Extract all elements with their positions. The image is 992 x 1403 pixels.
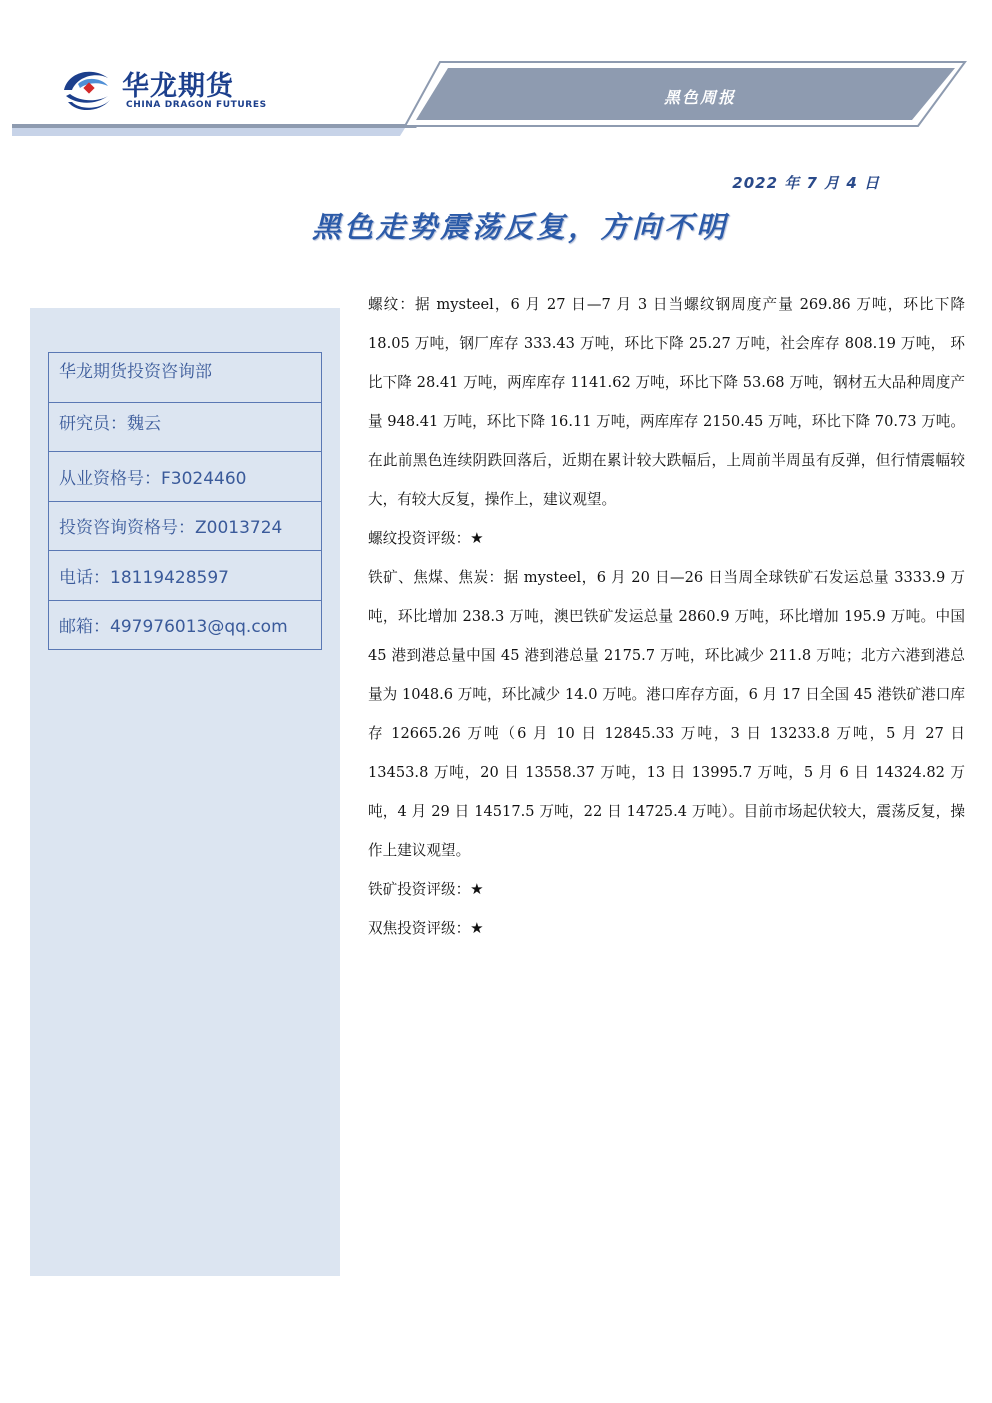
analyst-info-box <box>48 352 322 650</box>
star-icon: ★ <box>470 880 484 898</box>
consult-qualification-label: 投资咨询资格号：Z0013724 <box>59 518 283 539</box>
brand-name-cn: 华龙期货 <box>122 71 234 102</box>
company-logo <box>58 60 267 118</box>
main-content <box>368 285 965 948</box>
department-label: 华龙期货投资咨询部 <box>59 362 212 382</box>
ore-paragraph: 铁矿、焦煤、焦炭：据 mysteel，6 月 20 日—26 日当周全球铁矿石发运总量 3333.9 万吨，环比增加 238.3 万吨，澳巴铁矿发运总量 2860.9 万吨，环比增加 195.9 万吨。中国 45 港到港总量中国 45 港到港总量 2175.7 万吨，环比减少 211.8 万吨；北方六港到港总量为 1048.6 万吨，环比减少 14.0 万吨。港口库存方面，6 月 17 日全国 45 港铁矿港口库存 12665.26 万吨（6 月 10 日 12845.33 万吨，3 日 13233.8 万吨，5 月 27 日 13453.8 万吨，20 日 13558.37 万吨，13 日 13995.7 万吨，5 月 6 日 14324.82 万吨，4 月 29 日 14517.5 万吨，22 日 14725.4 万吨）。目前市场起伏较大，震荡反复，操作上建议观望。 <box>368 569 965 859</box>
ore-rating <box>368 870 965 909</box>
dragon-logo-icon <box>58 60 114 116</box>
coke-rating <box>368 909 965 948</box>
analyst-row <box>49 403 321 453</box>
rebar-rating-label: 螺纹投资评级： <box>368 530 471 547</box>
brand-name-en: CHINA DRAGON FUTURES <box>126 100 267 110</box>
qualification-label: 从业资格号：F3024460 <box>59 468 247 489</box>
star-icon: ★ <box>470 529 484 547</box>
coke-rating-label: 双焦投资评级： <box>368 920 471 937</box>
phone-label: 电话：18119428597 <box>59 567 229 588</box>
page-title: 黑色走势震荡反复，方向不明 <box>311 210 728 244</box>
phone-row <box>49 551 321 601</box>
star-icon: ★ <box>470 919 484 937</box>
ore-rating-label: 铁矿投资评级： <box>368 881 471 898</box>
email-row <box>49 601 321 651</box>
rebar-paragraph: 螺纹：据 mysteel，6 月 27 日—7 月 3 日当螺纹钢周度产量 269.86 万吨，环比下降 18.05 万吨，钢厂库存 333.43 万吨，环比下降 25.27 万吨，社会库存 808.19 万吨， 环比下降 28.41 万吨，两库库存 1141.62 万吨，环比下降 53.68 万吨，钢材五大品种周度产量 948.41 万吨，环比下降 16.11 万吨，两库库存 2150.45 万吨，环比下降 70.73 万吨。在此前黑色连续阴跌回落后，近期在累计较大跌幅后，上周前半周虽有反弹，但行情震幅较大，有较大反复，操作上，建议观望。 <box>368 296 965 508</box>
consult-qualification-row <box>49 502 321 552</box>
report-date: 2022 年 7 月 4 日 <box>732 174 880 192</box>
report-type: 黑色周报 <box>663 88 736 107</box>
email-label: 邮箱：497976013@qq.com <box>59 617 288 638</box>
rebar-rating <box>368 519 965 558</box>
qualification-row <box>49 452 321 502</box>
analyst-label: 研究员：魏云 <box>59 413 161 434</box>
department-row <box>49 353 321 403</box>
